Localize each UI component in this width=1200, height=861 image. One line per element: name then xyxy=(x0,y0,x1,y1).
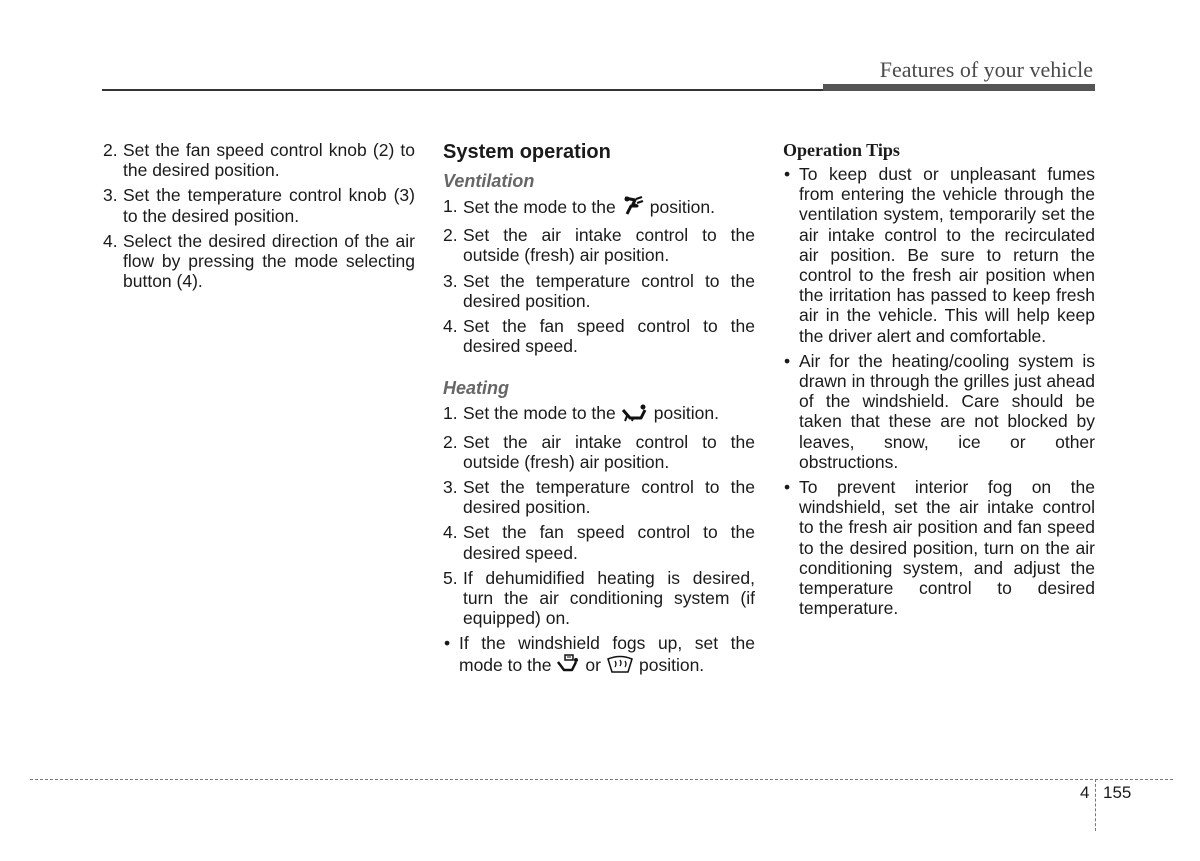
floor-mode-icon xyxy=(621,404,649,426)
defrost-icon xyxy=(606,654,634,678)
tips-list xyxy=(783,164,1095,618)
header-rule-accent xyxy=(823,84,1095,91)
column-3 xyxy=(783,140,1095,623)
list-item: • If the windshield fogs up, set the mode to the or position. xyxy=(443,633,755,677)
list-item: 2. Set the fan speed control knob (2) to the desired position. xyxy=(103,140,415,181)
page-header-title: Features of your vehicle xyxy=(879,57,1093,82)
list-item: 3. Set the temperature control knob (3) to the desired position. xyxy=(103,185,415,226)
list-item: • Air for the heating/cooling system is drawn in through the grilles just ahead of the windshield. Care should be taken that these are not blocked by leaves, snow, ice or other obstructions. xyxy=(784,350,1095,472)
list-item: 3. Set the temperature control to the desired position. xyxy=(443,270,755,311)
list-item: 4. Select the desired direction of the air flow by pressing the mode selecting button (4). xyxy=(103,230,415,292)
floor-defrost-icon xyxy=(556,654,580,678)
list-item: 4. Set the fan speed control to the desired speed. xyxy=(443,522,755,563)
heating-steps xyxy=(443,403,755,628)
footer-divider xyxy=(1095,779,1096,831)
tips-heading: Operation Tips xyxy=(783,140,900,160)
ventilation-steps xyxy=(443,196,755,356)
page-number: 155 xyxy=(1103,783,1132,802)
continued-steps-list xyxy=(103,140,415,291)
list-item: • To prevent interior fog on the windshield, set the air intake control to the fresh air position and fan speed to the desired position, turn on the air conditioning system, and adjust the temperature control to desired temperature. xyxy=(784,477,1095,619)
list-item: 1. Set the mode to the position. xyxy=(443,403,755,426)
heating-note xyxy=(443,633,755,677)
footer-rule xyxy=(30,779,1173,780)
column-1 xyxy=(103,140,415,296)
ventilation-heading: Ventilation xyxy=(443,171,535,191)
list-item: 1. Set the mode to the position. xyxy=(443,196,755,220)
list-item: • To keep dust or unpleasant fumes from entering the vehicle through the ventilation system, temporarily set the air intake control to the recirculated air position. Be sure to return the control to the fresh air position when the irritation has passed to keep fresh air in the vehicle. This will help keep the driver alert and comfortable. xyxy=(784,164,1095,346)
column-2 xyxy=(443,140,755,683)
list-item: 4. Set the fan speed control to the desired speed. xyxy=(443,316,755,357)
heating-heading: Heating xyxy=(443,378,510,399)
list-item: 5. If dehumidified heating is desired, turn the air conditioning system (if equipped) on. xyxy=(443,567,755,629)
chapter-number: 4 xyxy=(1080,783,1090,802)
section-heading: System operation xyxy=(443,141,611,163)
list-item: 3. Set the temperature control to the desired position. xyxy=(443,477,755,518)
list-item: 2. Set the air intake control to the outside (fresh) air position. xyxy=(443,225,755,266)
list-item: 2. Set the air intake control to the outside (fresh) air position. xyxy=(443,431,755,472)
face-vent-icon xyxy=(621,196,645,220)
